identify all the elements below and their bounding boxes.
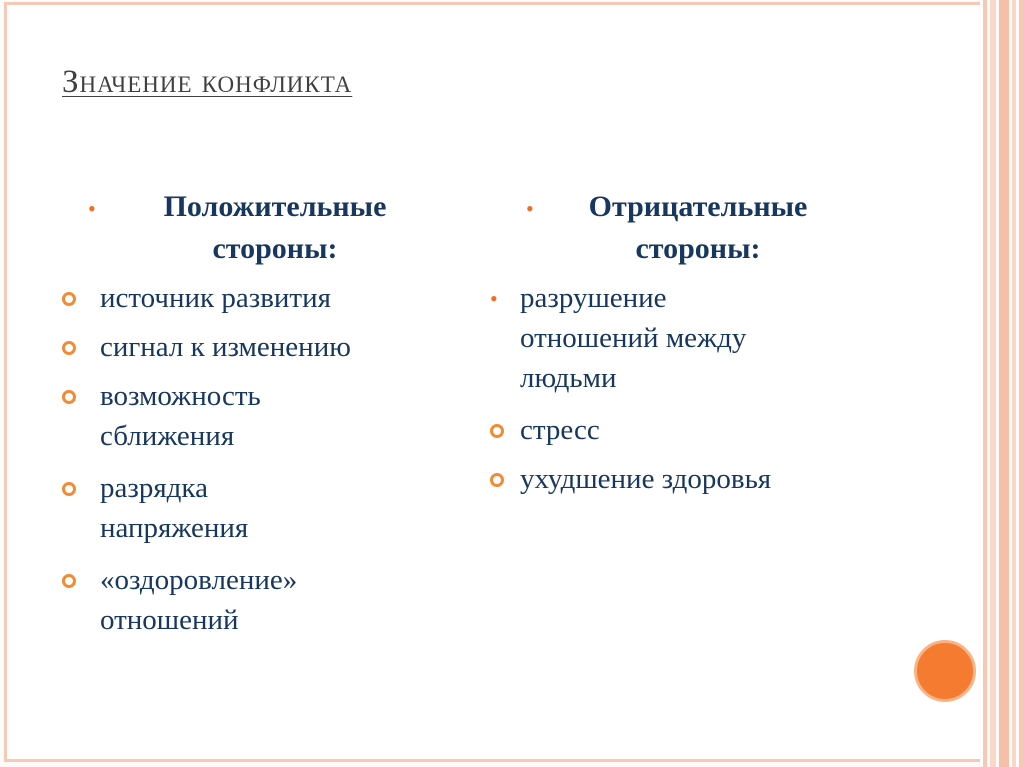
ring-bullet-icon [62, 390, 76, 404]
negative-heading-line1: Отрицательные [588, 190, 808, 223]
list-item: сигнал к изменению [100, 331, 351, 363]
list-item: ухудшение здоровья [520, 463, 772, 495]
list-item: стресс [520, 414, 600, 446]
slide-title: Значение конфликта [62, 64, 353, 100]
dot-bullet-icon: • [490, 286, 498, 311]
ring-bullet-icon [490, 424, 504, 438]
positive-heading-line1: Положительные [163, 190, 387, 223]
decor-stripe [990, 0, 996, 767]
list-item: разрушение отношений между людьми [520, 282, 747, 394]
ring-bullet-icon [62, 292, 76, 306]
decor-stripe [983, 0, 987, 767]
ring-bullet-icon [490, 473, 504, 487]
negative-heading-line2: стороны: [635, 232, 761, 265]
positive-heading-line2: стороны: [212, 232, 338, 265]
ring-bullet-icon [62, 574, 76, 588]
heading-bullet-icon: • [526, 196, 534, 221]
list-item: возможность сближения [100, 380, 261, 452]
decor-stripe [999, 0, 1009, 767]
list-item: разрядка напряжения [100, 472, 249, 544]
ring-bullet-icon [62, 341, 76, 355]
list-item: «оздоровление» отношений [100, 564, 298, 636]
decor-stripe [1012, 0, 1016, 767]
heading-bullet-icon: • [88, 196, 96, 221]
negative-heading [526, 186, 858, 270]
decor-stripe [1019, 0, 1024, 767]
list-item: источник развития [100, 282, 331, 314]
positive-heading [88, 186, 440, 270]
decorative-circle [914, 640, 976, 702]
ring-bullet-icon [62, 482, 76, 496]
